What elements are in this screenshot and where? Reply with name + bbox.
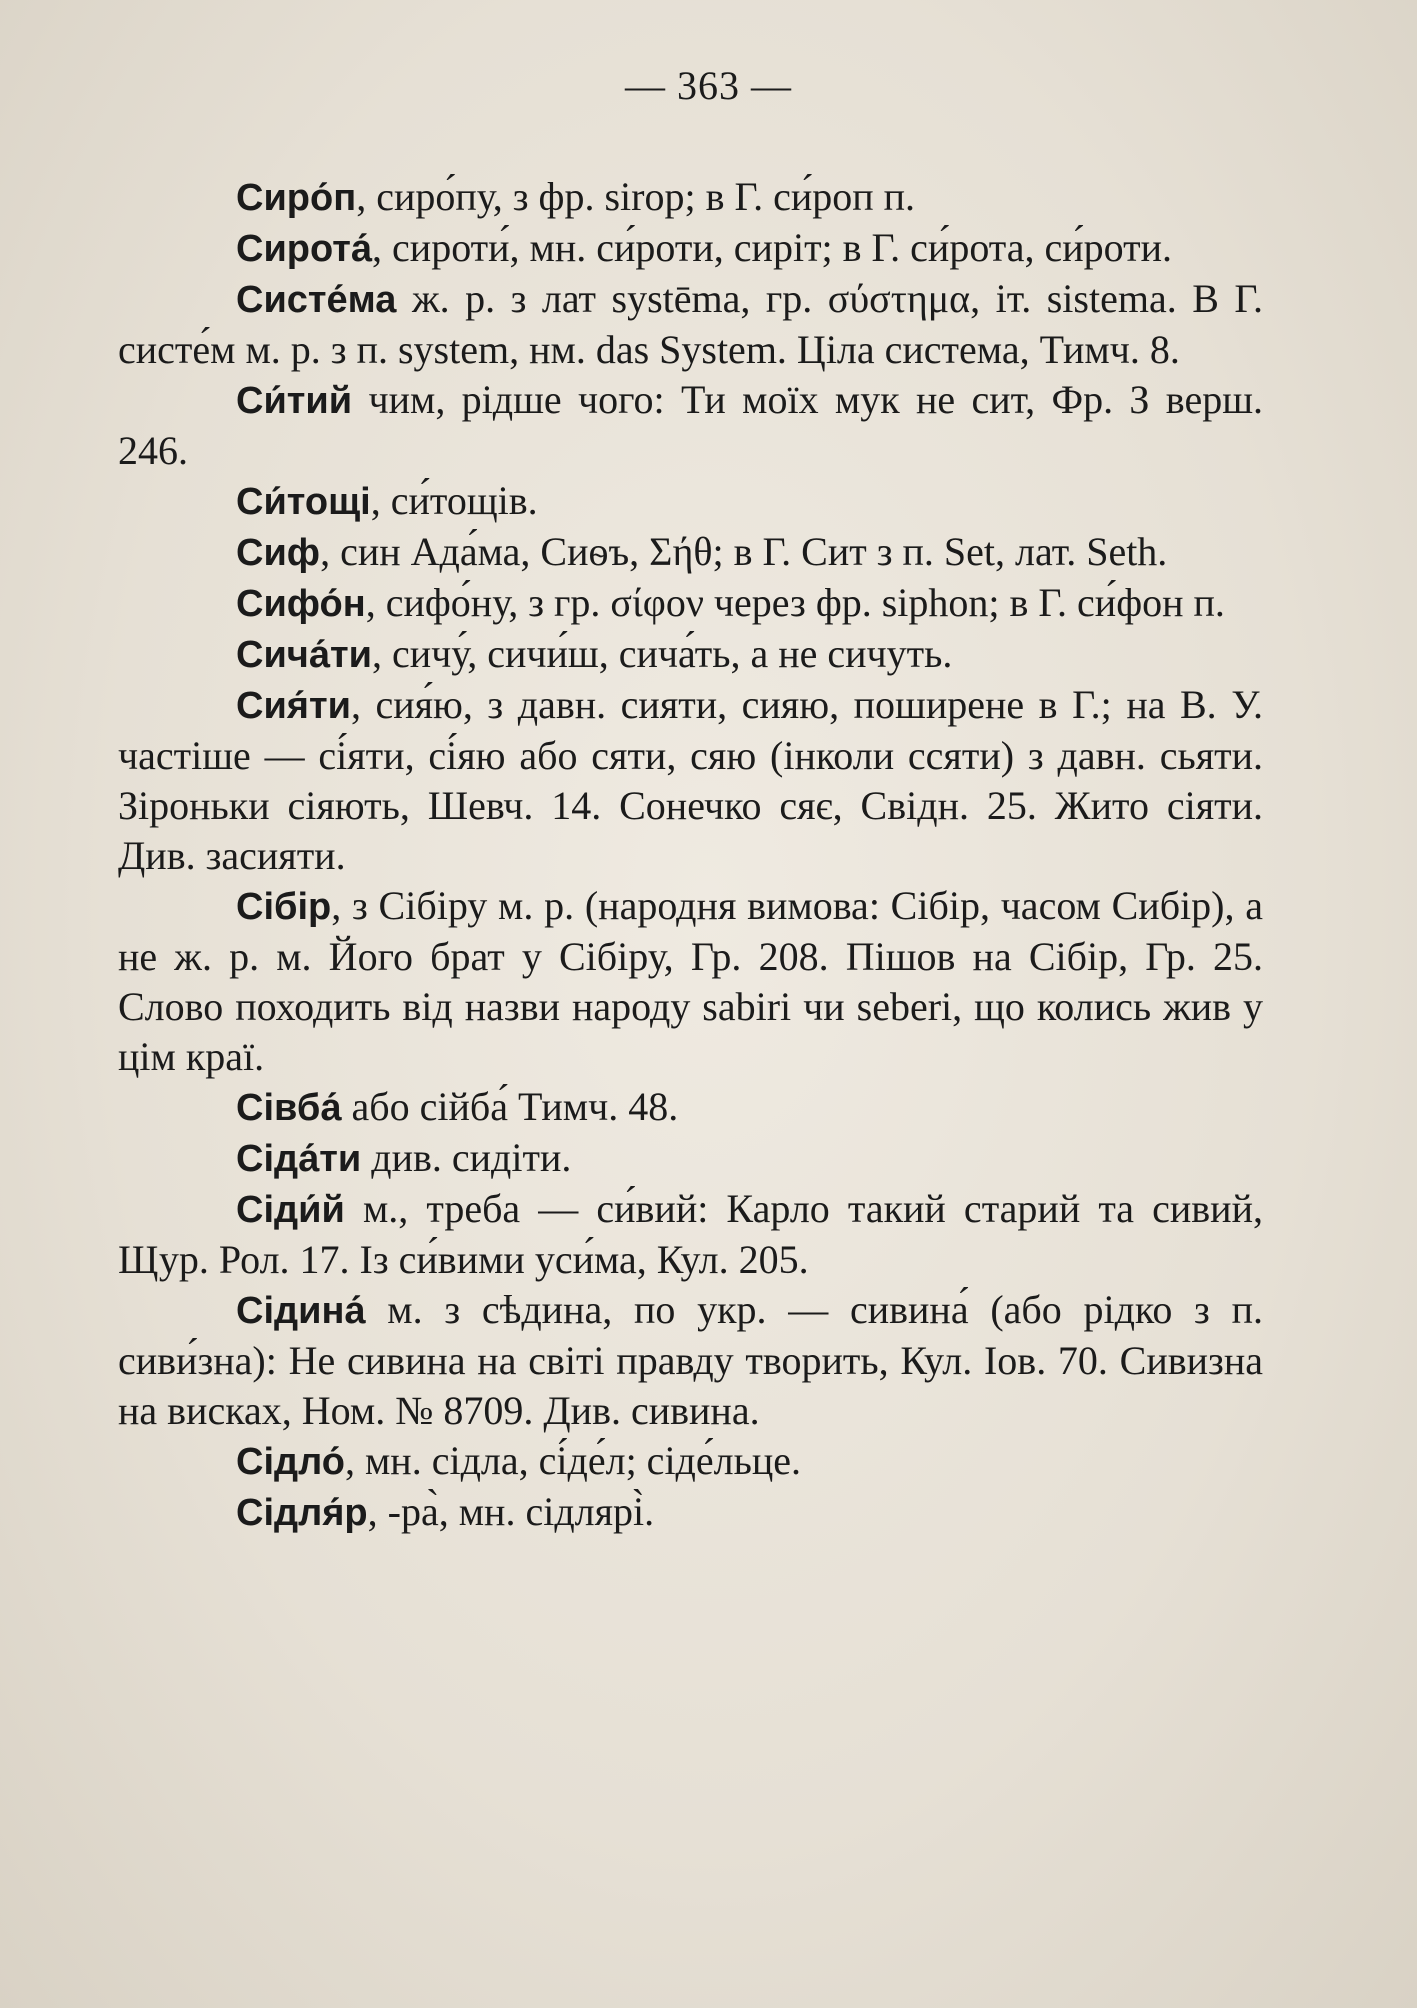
entry-text: або сійба́ Тимч. 48.: [341, 1084, 679, 1129]
entries-column: [118, 172, 1263, 1538]
dictionary-entry: [118, 274, 1263, 375]
entry-text: , сироти́, мн. си́роти, сиріт; в Г. си́рота, си́роти.: [372, 225, 1173, 270]
dictionary-entry: [118, 629, 1263, 680]
entry-text: , син Ада́ма, Сиѳъ, Σήθ; в Г. Сит з п. Set, лат. Seth.: [320, 529, 1168, 574]
dictionary-entry: [118, 1184, 1263, 1285]
entry-headword: Сідло́: [236, 1441, 345, 1483]
dictionary-entry: [118, 1436, 1263, 1487]
dictionary-entry: [118, 223, 1263, 274]
entry-headword: Си́тий: [236, 380, 353, 422]
entry-text: , сифо́ну, з гр. σίφον через фр. siphon; в Г. си́фон п.: [365, 580, 1225, 625]
entry-text: чим, рідше чого: Ти моїх мук не сит, Фр. З верш. 246.: [118, 377, 1263, 473]
dictionary-entry: [118, 375, 1263, 476]
entry-text: , сиро́пу, з фр. sirop; в Г. си́роп п.: [356, 174, 916, 219]
dictionary-entry: [118, 1285, 1263, 1436]
dictionary-entry: [118, 1082, 1263, 1133]
dictionary-entry: [118, 1133, 1263, 1184]
entry-headword: Сиро́п: [236, 177, 357, 219]
entry-headword: Сича́ти: [236, 634, 372, 676]
dictionary-entry: [118, 172, 1263, 223]
dictionary-entry: [118, 476, 1263, 527]
entry-text: ж. р. з лат systēma, гр. σύστημα, іт. sistema. В Г. систе́м м. р. з п. system, нм. das System. Ціла система, Тимч. 8.: [118, 276, 1263, 372]
entry-headword: Сирота́: [236, 228, 373, 270]
page-number: — 363 —: [625, 63, 792, 108]
dictionary-entry: [118, 578, 1263, 629]
entry-text: , з Сібіру м. р. (народня вимова: Сібір, часом Сибір), а не ж. р. м. Його брат у Сібіру, Гр. 208. Пішов на Сібір, Гр. 25. Слово походить від назви народу sabiri чи seberi, що колись жив у цім краї.: [118, 883, 1263, 1079]
entry-text: , си́тощів.: [370, 478, 538, 523]
entry-headword: Сідля́р: [236, 1492, 368, 1534]
dictionary-entry: [118, 1487, 1263, 1538]
dictionary-entry: [118, 881, 1263, 1082]
entry-text: , -ра̀, мн. сідлярі̀.: [367, 1489, 655, 1534]
entry-text: , мн. сідла, сі́де́л; сіде́льце.: [344, 1438, 802, 1483]
entry-text: м., треба — си́вий: Карло такий старий та сивий, Щур. Рол. 17. Із си́вими уси́ма, Кул. 205.: [118, 1186, 1263, 1282]
entry-headword: Сіда́ти: [236, 1138, 362, 1180]
entry-headword: Сифо́н: [236, 583, 366, 625]
dictionary-entry: [118, 527, 1263, 578]
entry-headword: Сиф: [236, 532, 321, 574]
entry-headword: Систе́ма: [236, 279, 397, 321]
entry-headword: Сівба́: [236, 1087, 342, 1129]
dictionary-entry: [118, 680, 1263, 881]
entry-text: див. сидіти.: [361, 1135, 572, 1180]
entry-text: , сичу́, сичи́ш, сича́ть, а не сичуть.: [371, 631, 953, 676]
entry-headword: Сідина́: [236, 1290, 366, 1332]
entry-text: , сия́ю, з давн. сияти, сияю, поширене в Г.; на В. У. частіше — сі́яти, сі́яю або сяти, сяю (інколи ссяти) з давн. сьяти. Зіроньки сіяють, Шевч. 14. Сонечко сяє, Свідн. 25. Жито сіяти. Див. засияти.: [118, 682, 1263, 878]
entry-text: м. з сѣдина, по укр. — сивина́ (або рідко з п. сиви́зна): Не сивина на світі правду творить, Кул. Іов. 70. Сивизна на висках, Ном. № 8709. Див. сивина.: [118, 1287, 1263, 1433]
entry-headword: Сібір: [236, 886, 332, 928]
entry-headword: Сия́ти: [236, 685, 351, 727]
entry-headword: Сіди́й: [236, 1189, 345, 1231]
entry-headword: Си́тощі: [236, 481, 371, 523]
